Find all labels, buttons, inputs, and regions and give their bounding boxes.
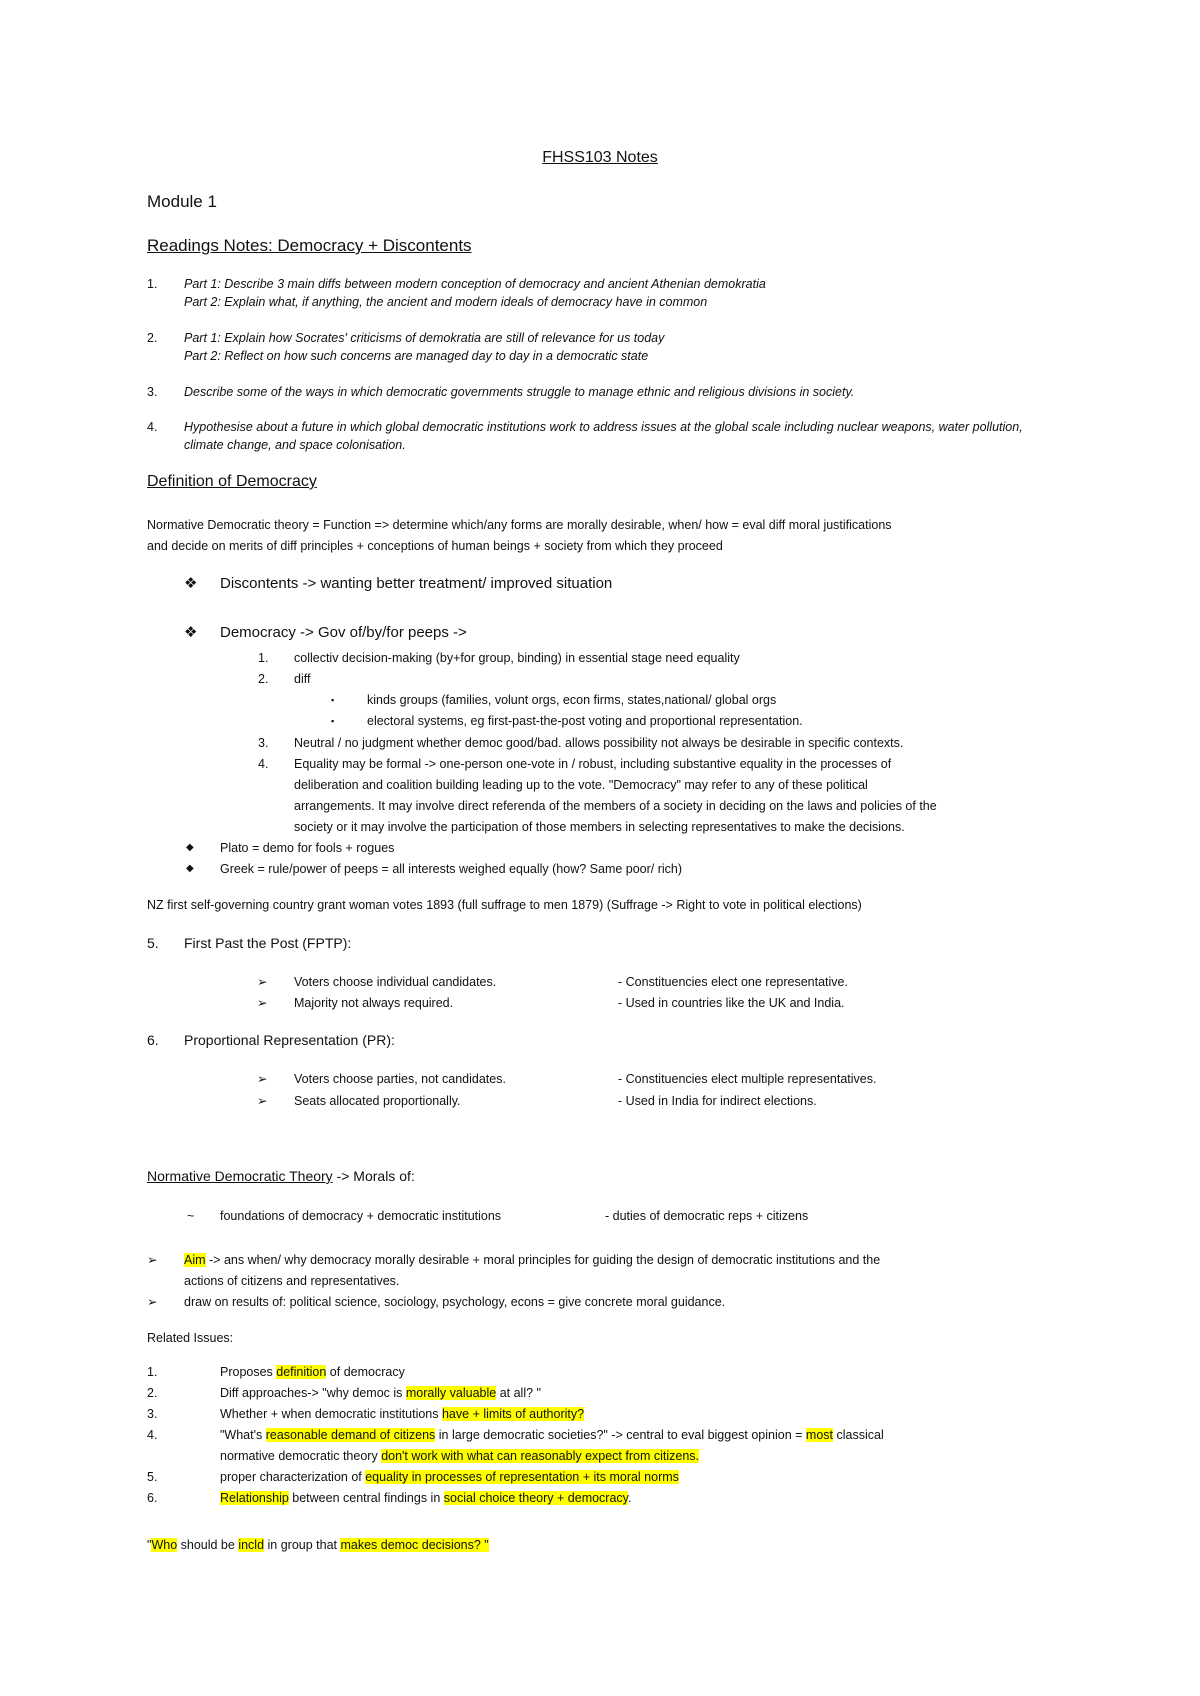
list-item: Voters choose individual candidates. bbox=[294, 975, 497, 989]
highlighted-text: incld bbox=[238, 1538, 265, 1552]
tilde-bullet: ~ bbox=[187, 1209, 195, 1223]
discontents-line: Discontents -> wanting better treatment/ improved situation bbox=[220, 575, 613, 592]
aim-word: Aim bbox=[184, 1253, 206, 1267]
text-run: Proposes bbox=[220, 1365, 277, 1379]
readings-heading: Readings Notes: Democracy + Discontents bbox=[147, 236, 472, 255]
list-item bbox=[220, 1490, 631, 1506]
list-item: foundations of democracy + democratic institutions bbox=[220, 1209, 502, 1223]
list-item: Part 2: Explain what, if anything, the ancient and modern ideals of democracy have in common bbox=[184, 295, 708, 309]
dot-bullet-icon: ◆ bbox=[186, 863, 194, 874]
text-run: proper characterization of bbox=[220, 1470, 366, 1484]
text-run: between central findings in bbox=[288, 1491, 444, 1505]
list-number: 3. bbox=[147, 385, 158, 399]
list-item bbox=[220, 1406, 584, 1422]
list-number: 1. bbox=[258, 651, 269, 665]
list-item bbox=[220, 1469, 679, 1485]
list-number: 6. bbox=[147, 1491, 158, 1505]
list-item: diff bbox=[294, 672, 311, 686]
list-item: - Constituencies elect multiple representatives. bbox=[618, 1072, 877, 1086]
arrowhead-bullet-icon: ➢ bbox=[257, 1072, 268, 1086]
final-question bbox=[147, 1537, 489, 1553]
list-item: - Constituencies elect one representative. bbox=[618, 975, 848, 989]
aim-line-2: actions of citizens and representatives. bbox=[184, 1274, 400, 1288]
list-item: Hypothesise about a future in which global democratic institutions work to address issues at the global scale including nuclear weapons, water pollution, bbox=[184, 420, 1023, 434]
democracy-line: Democracy -> Gov of/by/for peeps -> bbox=[220, 624, 467, 641]
text-run: Diff approaches-> "why democ is bbox=[220, 1386, 406, 1400]
list-number: 2. bbox=[147, 331, 158, 345]
normative-paragraph: Normative Democratic theory = Function => determine which/any forms are morally desirable, when/ how = eval diff moral justifications bbox=[147, 518, 892, 532]
highlighted-text: Who bbox=[151, 1538, 178, 1552]
list-item bbox=[220, 1427, 884, 1443]
text-run: at all? " bbox=[496, 1386, 541, 1400]
ndt-heading: Normative Democratic Theory bbox=[147, 1168, 333, 1184]
arrowhead-bullet-icon: ➢ bbox=[257, 975, 268, 989]
arrowhead-bullet-icon: ➢ bbox=[147, 1253, 158, 1267]
text-run: classical bbox=[833, 1428, 884, 1442]
text-run: " bbox=[147, 1538, 152, 1552]
list-item: arrangements. It may involve direct referenda of the members of a society in deciding on the laws and policies of the bbox=[294, 799, 937, 813]
nz-line: NZ first self-governing country grant woman votes 1893 (full suffrage to men 1879) (Suffrage -> Right to vote in political elections) bbox=[147, 898, 862, 912]
highlighted-text: don't work with what can reasonably expect from citizens. bbox=[381, 1449, 699, 1463]
list-number: 2. bbox=[258, 672, 269, 686]
list-number: 4. bbox=[258, 757, 269, 771]
text-run: . bbox=[628, 1491, 632, 1505]
list-item: electoral systems, eg first-past-the-post voting and proportional representation. bbox=[367, 714, 803, 728]
normative-paragraph: and decide on merits of diff principles + conceptions of human beings + society from which they proceed bbox=[147, 539, 723, 553]
highlighted-text: reasonable demand of citizens bbox=[265, 1428, 436, 1442]
list-item bbox=[220, 1364, 405, 1380]
text-run: Whether + when democratic institutions bbox=[220, 1407, 442, 1421]
highlighted-text: morally valuable bbox=[405, 1386, 497, 1400]
module-heading: Module 1 bbox=[147, 192, 217, 211]
square-bullet-icon: ▪ bbox=[331, 716, 335, 726]
highlighted-text: Relationship bbox=[220, 1491, 289, 1505]
list-item: - Used in India for indirect elections. bbox=[618, 1094, 817, 1108]
highlighted-text: most bbox=[805, 1428, 834, 1442]
related-heading: Related Issues: bbox=[147, 1331, 234, 1345]
aim-line bbox=[184, 1252, 880, 1268]
list-item bbox=[220, 1385, 541, 1401]
pr-heading: Proportional Representation (PR): bbox=[184, 1032, 395, 1048]
ndt-heading-line bbox=[147, 1168, 415, 1184]
dot-bullet-icon: ◆ bbox=[186, 842, 194, 853]
list-number: 6. bbox=[147, 1032, 159, 1048]
list-number: 4. bbox=[147, 1428, 158, 1442]
list-item: Plato = demo for fools + rogues bbox=[220, 841, 395, 855]
square-bullet-icon: ▪ bbox=[331, 695, 335, 705]
four-diamond-bullet-icon: ❖ bbox=[184, 624, 198, 641]
list-number: 2. bbox=[147, 1386, 158, 1400]
text-run: in group that bbox=[264, 1538, 341, 1552]
list-number: 5. bbox=[147, 935, 159, 951]
list-item: society or it may involve the participation of those members in selecting representatives to make the decisions. bbox=[294, 820, 905, 834]
list-item: - duties of democratic reps + citizens bbox=[605, 1209, 809, 1223]
aim-rest: -> ans when/ why democracy morally desirable + moral principles for guiding the design of democratic institutions and the bbox=[205, 1253, 881, 1267]
draw-line: draw on results of: political science, sociology, psychology, econs = give concrete moral guidance. bbox=[184, 1295, 726, 1309]
text-run: normative democratic theory bbox=[220, 1449, 382, 1463]
list-item: kinds groups (families, volunt orgs, econ firms, states,national/ global orgs bbox=[367, 693, 777, 707]
text-run: "What's bbox=[220, 1428, 266, 1442]
list-item: Part 1: Explain how Socrates' criticisms of demokratia are still of relevance for us today bbox=[184, 331, 665, 345]
fptp-heading: First Past the Post (FPTP): bbox=[184, 935, 352, 951]
list-item: Voters choose parties, not candidates. bbox=[294, 1072, 506, 1086]
list-item: collectiv decision-making (by+for group, binding) in essential stage need equality bbox=[294, 651, 740, 665]
arrowhead-bullet-icon: ➢ bbox=[257, 996, 268, 1010]
highlighted-text: social choice theory + democracy bbox=[443, 1491, 628, 1505]
page-title: FHSS103 Notes bbox=[542, 149, 658, 166]
list-item: Majority not always required. bbox=[294, 996, 454, 1010]
text-run: should be bbox=[177, 1538, 239, 1552]
list-number: 3. bbox=[147, 1407, 158, 1421]
list-item: Equality may be formal -> one-person one-vote in / robust, including substantive equality in the processes of bbox=[294, 757, 892, 771]
text-run: of democracy bbox=[326, 1365, 405, 1379]
ndt-heading-rest: -> Morals of: bbox=[332, 1168, 415, 1184]
list-number: 1. bbox=[147, 277, 158, 291]
list-item-continuation bbox=[220, 1448, 699, 1464]
list-item: Part 2: Reflect on how such concerns are managed day to day in a democratic state bbox=[184, 349, 649, 363]
list-number: 4. bbox=[147, 420, 158, 434]
list-number: 3. bbox=[258, 736, 269, 750]
list-item: Part 1: Describe 3 main diffs between modern conception of democracy and ancient Athenian demokratia bbox=[184, 277, 766, 291]
four-diamond-bullet-icon: ❖ bbox=[184, 575, 198, 592]
list-item: Neutral / no judgment whether democ good/bad. allows possibility not always be desirable in specific contexts. bbox=[294, 736, 904, 750]
highlighted-text: have + limits of authority? bbox=[441, 1407, 585, 1421]
list-number: 5. bbox=[147, 1470, 158, 1484]
highlighted-text: definition bbox=[276, 1365, 327, 1379]
definition-heading: Definition of Democracy bbox=[147, 473, 317, 490]
list-item: Greek = rule/power of peeps = all interests weighed equally (how? Same poor/ rich) bbox=[220, 862, 683, 876]
list-item: climate change, and space colonisation. bbox=[184, 438, 406, 452]
arrowhead-bullet-icon: ➢ bbox=[257, 1094, 268, 1108]
list-item: deliberation and coalition building leading up to the vote. "Democracy" may refer to any of these political bbox=[294, 778, 868, 792]
highlighted-text: equality in processes of representation + its moral norms bbox=[365, 1470, 679, 1484]
arrowhead-bullet-icon: ➢ bbox=[147, 1295, 158, 1309]
list-number: 1. bbox=[147, 1365, 158, 1379]
text-run: in large democratic societies?" -> central to eval biggest opinion = bbox=[435, 1428, 806, 1442]
highlighted-text: makes democ decisions? " bbox=[340, 1538, 489, 1552]
list-item: Seats allocated proportionally. bbox=[294, 1094, 461, 1108]
list-item: Describe some of the ways in which democratic governments struggle to manage ethnic and religious divisions in society. bbox=[184, 385, 855, 399]
list-item: - Used in countries like the UK and India. bbox=[618, 996, 845, 1010]
